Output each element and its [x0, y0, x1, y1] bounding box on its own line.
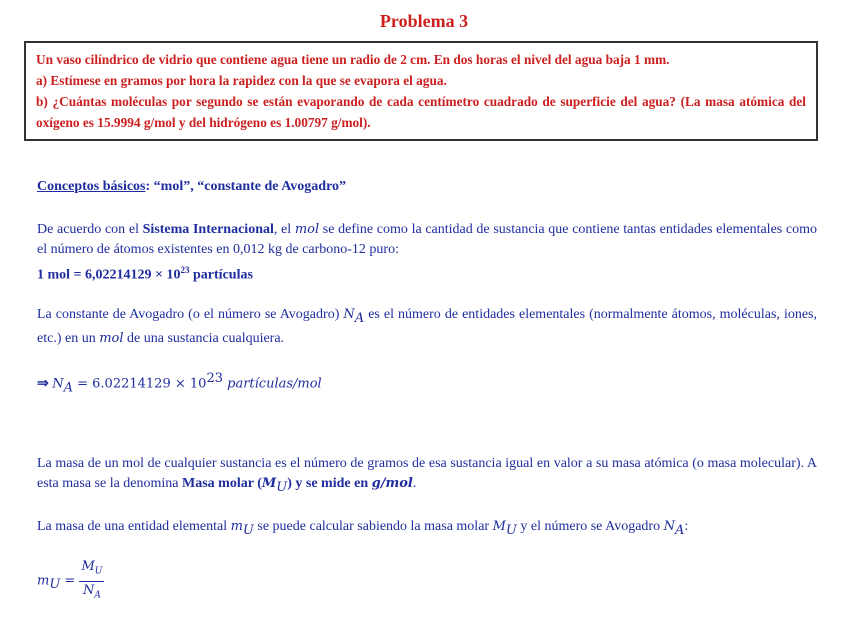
formula-numerator-subscript: U	[94, 566, 103, 577]
mol-equivalence	[37, 260, 817, 286]
avogadro-unit: partículas/mol	[222, 376, 322, 392]
mu-subscript: U	[505, 522, 517, 538]
concepts-heading	[37, 177, 817, 197]
avogadro-equation	[37, 369, 817, 398]
formula-numerator-symbol: M	[81, 559, 95, 574]
entity-mass-formula	[37, 558, 817, 604]
text-span: es el número de entidades elementales (normalmente átomos, moléculas, iones, etc.) en un	[37, 307, 817, 346]
na-symbol: N	[52, 376, 64, 392]
formula-lhs: m	[37, 573, 50, 589]
mu-symbol: M	[261, 476, 277, 491]
page-title: Problema 3	[379, 11, 469, 31]
text-span: se define como la cantidad de sustancia que contiene tantas entidades elementales como el número de átomos existentes en 0,012 kg de carbono-12 puro:	[37, 222, 818, 257]
mu-lower-subscript: U	[242, 522, 254, 538]
text-span: La masa de una entidad elemental	[37, 519, 231, 534]
formula-lhs-subscript: U	[49, 577, 61, 593]
text-span: :	[684, 519, 689, 534]
molar-mass-paragraph	[37, 454, 817, 498]
problem-part-a: a) Estímese en gramos por hora la rapidez con la que se evapora el agua.	[36, 73, 447, 88]
problem-statement-box	[24, 41, 818, 141]
concepts-heading-underlined: Conceptos básicos	[37, 179, 146, 194]
formula-denominator-symbol: N	[82, 582, 95, 598]
text-span: y el número se Avogadro	[516, 519, 664, 534]
avogadro-value: = 6.02214129 × 10	[73, 376, 207, 392]
mol-equivalence-exponent: 23	[180, 265, 190, 275]
formula-equals: =	[60, 573, 80, 589]
entity-mass-paragraph	[37, 517, 817, 541]
formula-denominator	[79, 582, 104, 605]
mol-term: mol	[294, 222, 320, 237]
na-symbol: N	[663, 519, 675, 534]
formula-denominator-subscript: A	[94, 590, 101, 601]
mu-lower-symbol: m	[230, 519, 243, 534]
mu-symbol: M	[492, 519, 506, 534]
unit-g-per-mol: g/mol	[371, 476, 413, 491]
text-span: ) y se mide en	[287, 476, 372, 491]
text-span: se puede calcular sabiendo la masa molar	[253, 519, 493, 534]
na-symbol: N	[343, 307, 355, 322]
problem-description: Un vaso cilíndrico de vidrio que contiene agua tiene un radio de 2 cm. En dos horas el nivel del agua baja 1 mm.	[36, 52, 670, 67]
avogadro-constant-paragraph	[37, 305, 817, 349]
text-span: .	[412, 476, 417, 491]
text-span: De acuerdo con el	[37, 222, 143, 237]
mol-equivalence-unit: partículas	[189, 267, 253, 283]
implies-arrow: ⇒	[37, 376, 53, 392]
molar-mass-term: Masa molar	[182, 476, 254, 491]
text-span: de una sustancia cualquiera.	[123, 330, 285, 346]
text-span: La masa de un mol de cualquier sustancia es el número de gramos de esa sustancia igual en valor a su masa atómica (o masa molecular). A esta masa se la denomina	[37, 456, 817, 491]
avogadro-exponent: 23	[206, 371, 223, 386]
na-subscript: A	[354, 310, 365, 326]
na-subscript: A	[63, 380, 73, 396]
text-span: (	[253, 476, 262, 491]
mu-subscript: U	[276, 479, 288, 495]
formula-numerator	[79, 558, 104, 582]
si-term: Sistema Internacional	[142, 222, 274, 237]
formula-fraction	[79, 558, 104, 604]
mol-term: mol	[99, 330, 124, 346]
problem-part-b: b) ¿Cuántas moléculas por segundo se están evaporando de cada centímetro cuadrado de superficie del agua? (La masa atómica del oxígeno es 15.9994 g/mol y del hidrógeno es 1.00797 g/mol).	[36, 94, 806, 130]
text-span: , el	[273, 222, 295, 237]
na-subscript: A	[674, 522, 685, 538]
mol-definition-paragraph	[37, 220, 817, 286]
concepts-heading-rest: : “mol”, “constante de Avogadro”	[145, 179, 347, 194]
mol-equivalence-base: 1 mol = 6,02214129 × 10	[37, 267, 181, 283]
text-span: La constante de Avogadro (o el número se Avogadro)	[37, 307, 344, 322]
